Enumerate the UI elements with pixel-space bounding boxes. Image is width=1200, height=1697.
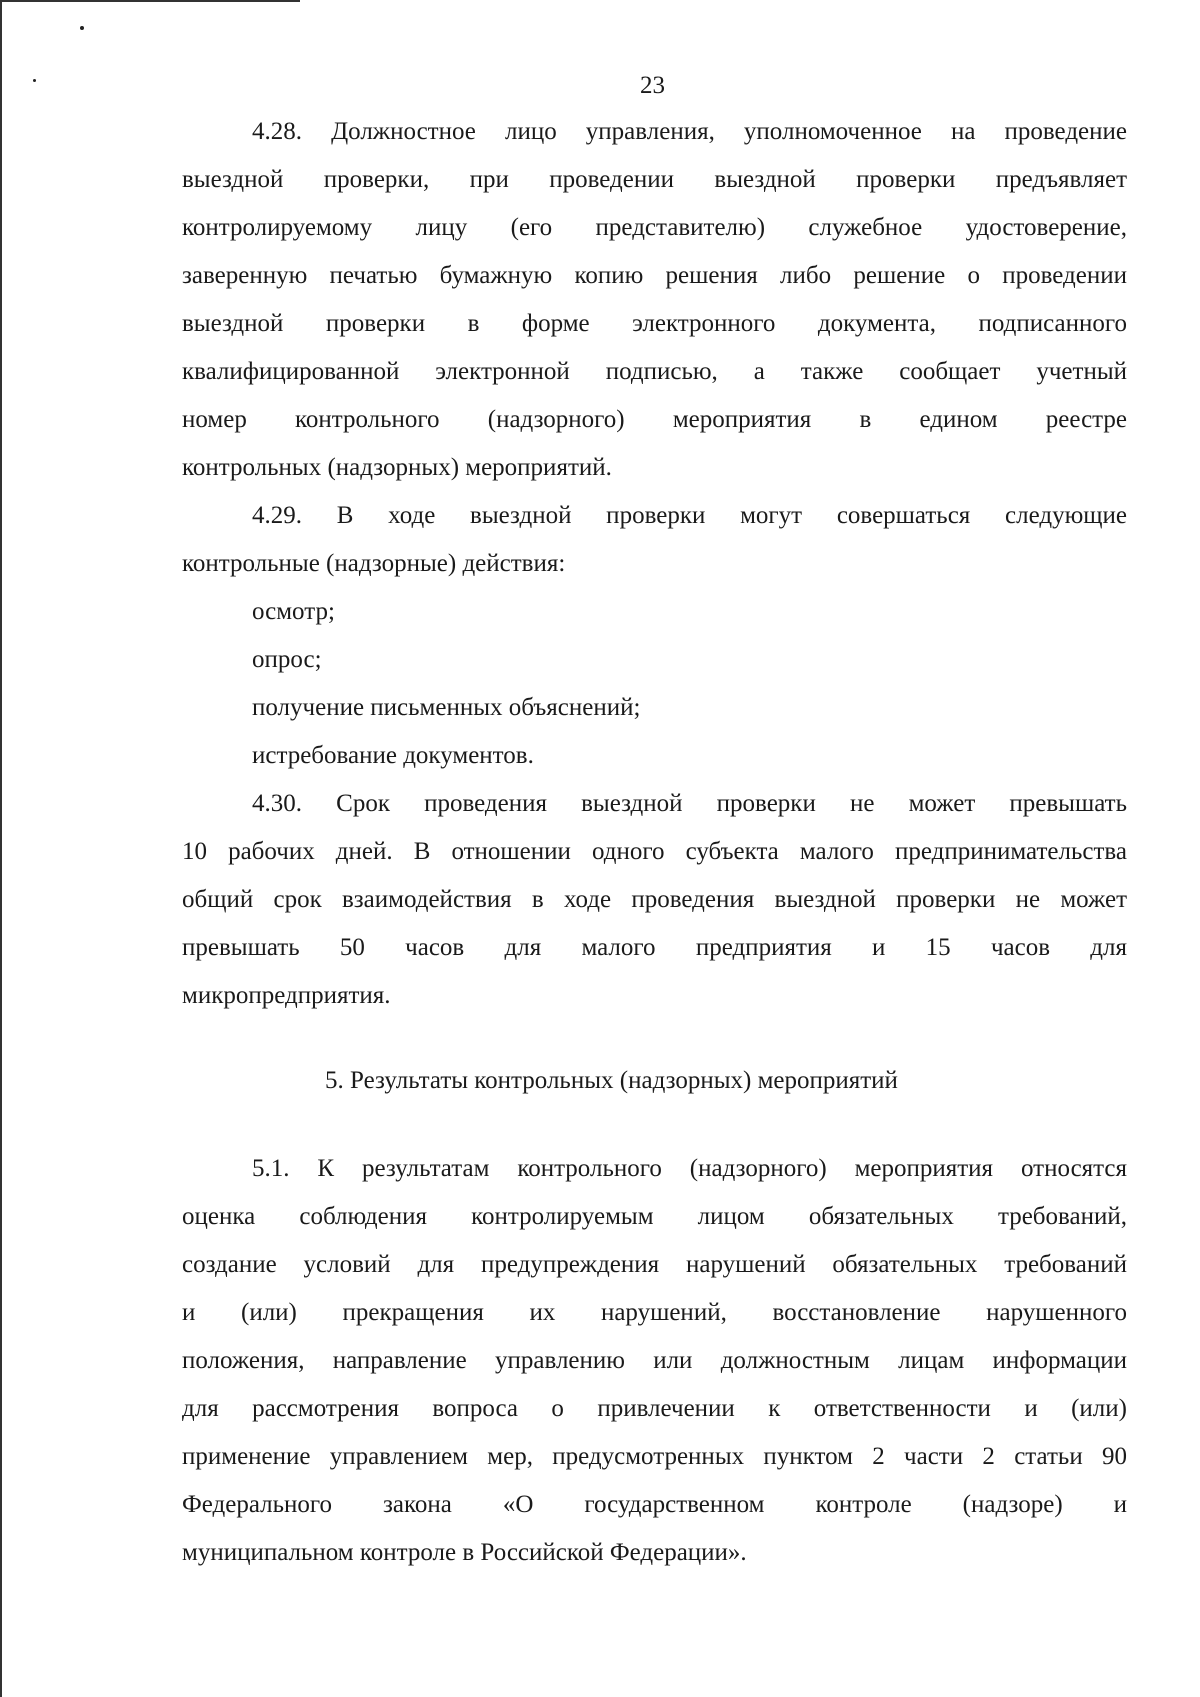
text-line: 5.1. К результатам контрольного (надзорного) мероприятия относятся <box>252 1155 1127 1182</box>
text-line: выездной проверки, при проведении выездной проверки предъявляет <box>182 166 1127 193</box>
paragraph-4-30 <box>182 780 1127 1020</box>
text-line: номер контрольного (надзорного) мероприятия в едином реестре <box>182 406 1127 433</box>
text-line: 4.29. В ходе выездной проверки могут совершаться следующие <box>252 502 1127 529</box>
text-line: квалифицированной электронной подписью, а также сообщает учетный <box>182 358 1127 385</box>
page-number: 23 <box>640 72 665 99</box>
text-line: применение управлением мер, предусмотренных пунктом 2 части 2 статьи 90 <box>182 1443 1127 1470</box>
text-line: общий срок взаимодействия в ходе проведения выездной проверки не может <box>182 886 1127 913</box>
document-body <box>182 108 1127 1577</box>
text-line: создание условий для предупреждения нарушений обязательных требований <box>182 1251 1127 1278</box>
actions-list <box>182 588 1127 780</box>
text-line: выездной проверки в форме электронного документа, подписанного <box>182 310 1127 337</box>
text-line: для рассмотрения вопроса о привлечении к ответственности и (или) <box>182 1395 1127 1422</box>
scan-border-top <box>0 0 300 2</box>
text-line: оценка соблюдения контролируемым лицом обязательных требований, <box>182 1203 1127 1230</box>
list-item: истребование документов. <box>252 742 534 769</box>
section-heading: 5. Результаты контрольных (надзорных) мероприятий <box>325 1067 898 1094</box>
text-line: 10 рабочих дней. В отношении одного субъекта малого предпринимательства <box>182 838 1127 865</box>
text-line: превышать 50 часов для малого предприятия и 15 часов для <box>182 934 1127 961</box>
paragraph-4-28 <box>182 108 1127 492</box>
text-line: 4.28. Должностное лицо управления, уполномоченное на проведение <box>252 118 1127 145</box>
text-line: Федерального закона «О государственном контроле (надзоре) и <box>182 1491 1127 1518</box>
text-line: муниципальном контроле в Российской Федерации». <box>182 1539 747 1566</box>
paragraph-4-29 <box>182 492 1127 588</box>
list-item: получение письменных объяснений; <box>252 694 641 721</box>
text-line: заверенную печатью бумажную копию решения либо решение о проведении <box>182 262 1127 289</box>
text-line: и (или) прекращения их нарушений, восстановление нарушенного <box>182 1299 1127 1326</box>
list-item: опрос; <box>252 646 322 673</box>
list-item: осмотр; <box>252 598 335 625</box>
text-line: контролируемому лицу (его представителю) служебное удостоверение, <box>182 214 1127 241</box>
scan-border-left <box>0 0 2 1697</box>
text-line: 4.30. Срок проведения выездной проверки не может превышать <box>252 790 1127 817</box>
text-line: микропредприятия. <box>182 982 391 1009</box>
text-line: контрольные (надзорные) действия: <box>182 550 566 577</box>
scan-speck <box>80 26 84 30</box>
text-line: положения, направление управлению или должностным лицам информации <box>182 1347 1127 1374</box>
paragraph-5-1 <box>182 1145 1127 1577</box>
text-line: контрольных (надзорных) мероприятий. <box>182 454 612 481</box>
